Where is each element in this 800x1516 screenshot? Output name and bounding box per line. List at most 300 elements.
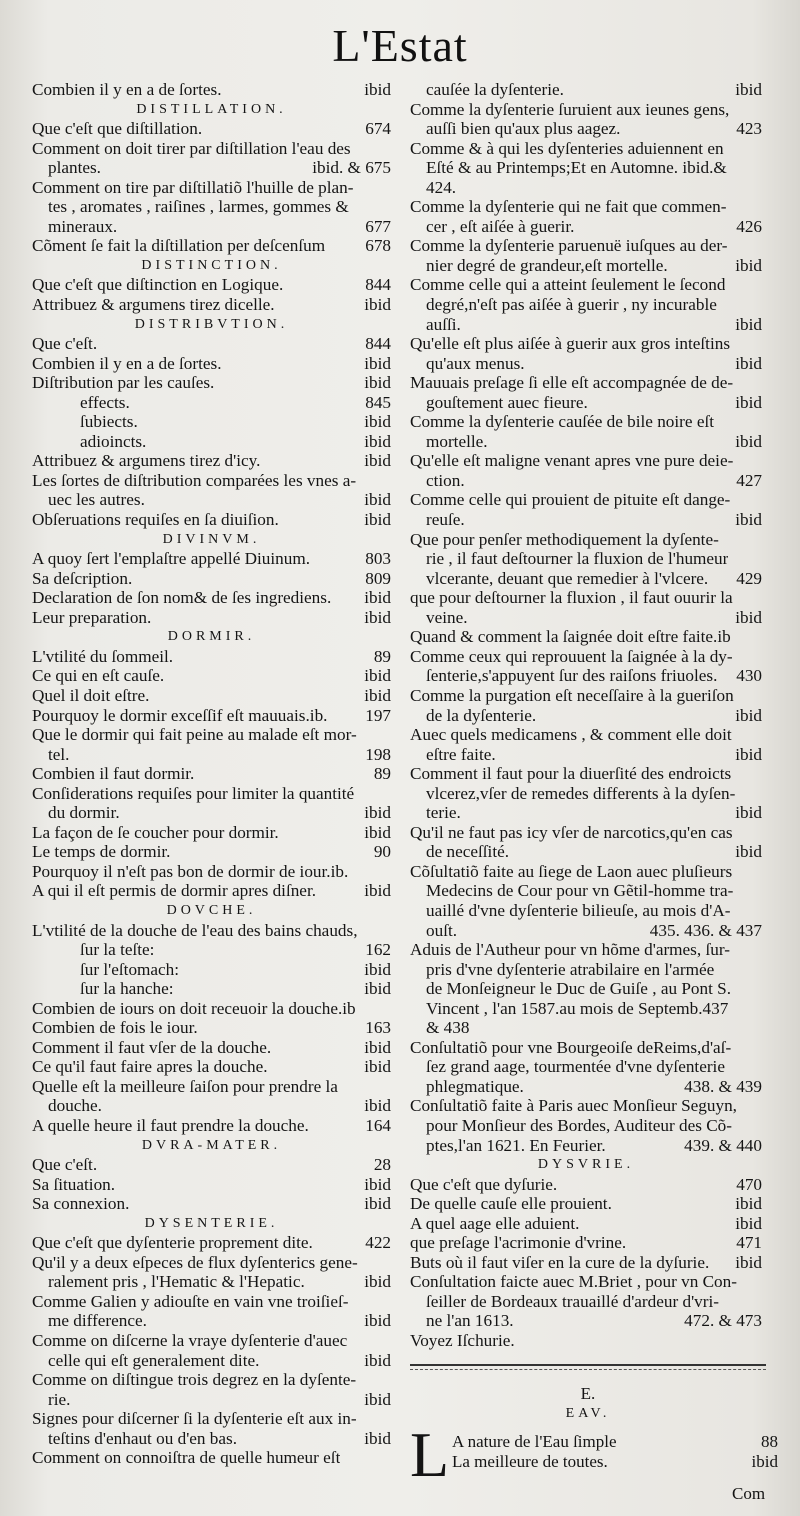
entry-page-ref: ibid bbox=[735, 431, 762, 451]
index-entry bbox=[410, 315, 762, 335]
entry-page-ref: ibid bbox=[364, 1311, 391, 1331]
index-entry bbox=[410, 217, 762, 237]
entry-page-ref: ibid bbox=[364, 80, 391, 99]
entry-page-ref: ibid bbox=[364, 685, 391, 705]
entry-text: Que c'eſt que diſtillation. bbox=[32, 119, 203, 139]
index-entry bbox=[410, 823, 762, 843]
index-entry bbox=[410, 979, 762, 999]
index-entry bbox=[32, 647, 391, 667]
entry-text: ſenterie,s'appuyent ſur des raiſons friuoles. bbox=[426, 666, 718, 686]
entry-text: Combien de iours on doit receuoir la douche.ib bbox=[32, 998, 356, 1018]
index-entry bbox=[410, 432, 762, 452]
entry-text: Vincent , l'an 1587.au mois de Septemb.437 bbox=[426, 998, 729, 1018]
index-entry bbox=[32, 921, 391, 941]
section-heading: EAV. bbox=[565, 1406, 611, 1421]
entry-text: Pourquoy le dormir exceſſif eſt mauuais.ib. bbox=[32, 705, 328, 725]
entry-text: Comme la dyſenterie qui ne fait que commen- bbox=[410, 197, 727, 217]
entry-text: celle qui eſt generalement dite. bbox=[48, 1350, 260, 1370]
index-entry bbox=[410, 1057, 762, 1077]
entry-text: Ce qu'il faut faire apres la douche. bbox=[32, 1057, 268, 1077]
catchword: Com bbox=[732, 1484, 766, 1503]
index-entry bbox=[410, 725, 762, 745]
entry-page-ref: 844 bbox=[365, 275, 391, 295]
entry-text: de Monſeigneur le Duc de Guiſe , au Pont S. bbox=[426, 979, 732, 999]
entry-text: L'vtilité du ſommeil. bbox=[32, 646, 174, 666]
entry-page-ref: 198 bbox=[365, 744, 391, 764]
index-entry bbox=[410, 471, 762, 491]
entry-text: Medecins de Cour pour vn Gẽtil-homme tra- bbox=[426, 881, 734, 901]
index-entry bbox=[32, 334, 391, 354]
section-e bbox=[410, 1384, 766, 1424]
index-entry bbox=[410, 139, 762, 159]
index-entry bbox=[410, 1018, 762, 1038]
entry-text: ſez grand aage, tourmentée d'vne dyſenterie bbox=[426, 1057, 725, 1077]
index-entry bbox=[32, 1194, 391, 1214]
entry-page-ref: ibid bbox=[364, 979, 391, 999]
entry-page-ref: ibid bbox=[364, 607, 391, 627]
entry-page-ref: ibid bbox=[364, 1174, 391, 1194]
entry-page-ref: ibid bbox=[364, 510, 391, 530]
index-entry bbox=[32, 197, 391, 217]
index-entry bbox=[32, 569, 391, 589]
index-entry bbox=[410, 510, 762, 530]
entry-text: Quelle eſt la meilleure ſaiſon pour prendre la bbox=[32, 1076, 338, 1096]
index-entry bbox=[410, 393, 762, 413]
entry-text: Conſiderations requiſes pour limiter la quantité bbox=[32, 783, 355, 803]
entry-text: Qu'il ne faut pas icy vſer de narcotics,qu'en cas bbox=[410, 822, 733, 842]
index-entry bbox=[410, 608, 762, 628]
index-entry bbox=[410, 921, 762, 941]
entry-text: pris d'vne dyſenterie atrabilaire en l'armée bbox=[426, 959, 715, 979]
text-line bbox=[452, 1432, 778, 1452]
index-entry bbox=[32, 1116, 391, 1136]
index-entry bbox=[32, 1233, 391, 1253]
entry-text: Quand & comment la ſaignée doit eſtre faite.ib bbox=[410, 627, 731, 647]
entry-text: Conſultatiõ pour vne Bourgeoiſe deReims,d'aſ- bbox=[410, 1037, 732, 1057]
entry-text: Que c'eſt. bbox=[32, 334, 98, 354]
index-entry bbox=[32, 666, 391, 686]
entry-text: Qu'elle eſt maligne venant apres vne pure deie- bbox=[410, 451, 734, 471]
section-rule-dashed bbox=[410, 1369, 766, 1370]
section-rule bbox=[410, 1364, 766, 1366]
index-entry bbox=[410, 647, 762, 667]
entry-text: tel. bbox=[48, 744, 70, 764]
index-entry bbox=[32, 1351, 391, 1371]
entry-text: Leur preparation. bbox=[32, 607, 152, 627]
index-entry bbox=[410, 1175, 762, 1195]
entry-text: Que c'eſt que diſtinction en Logique. bbox=[32, 275, 284, 295]
index-entry bbox=[410, 686, 762, 706]
index-entry bbox=[32, 295, 391, 315]
entry-text: que preſage l'acrimonie d'vrine. bbox=[410, 1233, 627, 1253]
index-entry bbox=[32, 549, 391, 569]
index-entry bbox=[32, 1272, 391, 1292]
entry-text: L'vtilité de la douche de l'eau des bains chauds, bbox=[32, 920, 358, 940]
index-entry bbox=[32, 471, 391, 491]
index-entry bbox=[32, 1390, 391, 1410]
index-column-right bbox=[410, 80, 762, 1351]
entry-page-ref: 438. & 439 bbox=[684, 1076, 762, 1096]
text-line-ref: 88 bbox=[761, 1432, 778, 1451]
index-column-left bbox=[32, 80, 391, 1468]
index-heading bbox=[32, 256, 391, 276]
entry-text: Combien il y en a de ſortes. bbox=[32, 353, 222, 373]
index-entry bbox=[32, 119, 391, 139]
index-heading bbox=[32, 315, 391, 335]
entry-page-ref: 430 bbox=[736, 666, 762, 686]
entry-page-ref: 809 bbox=[365, 568, 391, 588]
entry-text: uaillé d'vne dyſenterie bilieuſe, au mois d'A- bbox=[426, 900, 731, 920]
entry-page-ref: 197 bbox=[365, 705, 391, 725]
running-header: L'Estat bbox=[332, 20, 468, 71]
index-entry bbox=[32, 823, 391, 843]
entry-page-ref: 803 bbox=[365, 549, 391, 569]
index-entry bbox=[410, 1233, 762, 1253]
drop-cap: L bbox=[410, 1419, 450, 1490]
entry-page-ref: ibid bbox=[364, 1037, 391, 1057]
entry-text: degré,n'eſt pas aiſée à guerir , ny incurable bbox=[426, 295, 717, 315]
index-entry bbox=[410, 842, 762, 862]
entry-text: Que pour penſer methodiquement la dyſente- bbox=[410, 529, 719, 549]
entry-text: Sa ſituation. bbox=[32, 1174, 116, 1194]
entry-page-ref: ibid bbox=[735, 510, 762, 530]
entry-page-ref: ibid bbox=[364, 1428, 391, 1448]
index-entry bbox=[32, 1448, 391, 1468]
entry-text: me difference. bbox=[48, 1311, 147, 1331]
entry-text: DVRA-MATER. bbox=[141, 1137, 282, 1153]
entry-page-ref: ibid bbox=[364, 295, 391, 315]
index-entry bbox=[32, 803, 391, 823]
entry-text: Declaration de ſon nom& de ſes ingrediens. bbox=[32, 588, 332, 608]
entry-text: A quoy ſert l'emplaſtre appellé Diuinum. bbox=[32, 549, 311, 569]
text-line-ref: ibid bbox=[751, 1452, 778, 1471]
index-entry bbox=[410, 451, 762, 471]
index-entry bbox=[32, 275, 391, 295]
entry-text: Pourquoy il n'eſt pas bon de dormir de iour.ib. bbox=[32, 861, 349, 881]
section-letter: E. bbox=[580, 1384, 596, 1403]
entry-text: DISTILLATION. bbox=[136, 101, 287, 117]
entry-text: Comme on diſtingue trois degrez en la dyſente- bbox=[32, 1370, 357, 1390]
index-entry bbox=[32, 979, 391, 999]
index-entry bbox=[410, 1253, 762, 1273]
index-entry bbox=[32, 373, 391, 393]
entry-text: ptes,l'an 1621. En Feurier. bbox=[426, 1135, 606, 1155]
entry-page-ref: 28 bbox=[373, 1155, 391, 1175]
entry-page-ref: ibid bbox=[735, 705, 762, 725]
entry-text: Sa connexion. bbox=[32, 1194, 130, 1214]
index-entry bbox=[32, 393, 391, 413]
entry-text: Comment on doit tirer par diſtillation l'eau des bbox=[32, 138, 351, 158]
entry-page-ref: ibid bbox=[364, 353, 391, 373]
index-entry bbox=[410, 960, 762, 980]
entry-page-ref: 472. & 473 bbox=[684, 1311, 762, 1331]
index-entry bbox=[32, 764, 391, 784]
index-entry bbox=[32, 842, 391, 862]
index-entry bbox=[32, 451, 391, 471]
index-entry bbox=[410, 236, 762, 256]
entry-page-ref: ibid bbox=[735, 314, 762, 334]
entry-page-ref: ibid bbox=[735, 80, 762, 99]
index-entry bbox=[32, 1331, 391, 1351]
index-heading bbox=[32, 100, 391, 120]
entry-page-ref: ibid bbox=[364, 412, 391, 432]
index-heading bbox=[410, 1155, 762, 1175]
entry-page-ref: ibid. & 675 bbox=[312, 158, 391, 178]
index-entry bbox=[410, 197, 762, 217]
entry-text: douche. bbox=[48, 1096, 102, 1116]
entry-text: DISTRIBVTION. bbox=[134, 316, 289, 332]
entry-page-ref: ibid bbox=[364, 881, 391, 901]
entry-page-ref: 471 bbox=[736, 1233, 762, 1253]
entry-page-ref: 470 bbox=[736, 1174, 762, 1194]
index-entry bbox=[410, 549, 762, 569]
entry-page-ref: ibid bbox=[735, 1252, 762, 1272]
entry-text: plantes. bbox=[48, 158, 101, 178]
index-entry bbox=[32, 1175, 391, 1195]
entry-text: Aduis de l'Autheur pour vn hõme d'armes, ſur- bbox=[410, 940, 730, 960]
entry-text: Qu'il y a deux eſpeces de flux dyſenterics gene- bbox=[32, 1252, 358, 1272]
entry-text: Comment il faut vſer de la douche. bbox=[32, 1037, 272, 1057]
index-heading bbox=[32, 1136, 391, 1156]
entry-text: veine. bbox=[426, 607, 468, 627]
index-entry bbox=[32, 1429, 391, 1449]
index-entry bbox=[410, 1038, 762, 1058]
index-entry bbox=[410, 178, 762, 198]
entry-page-ref: ibid bbox=[364, 803, 391, 823]
index-entry bbox=[32, 745, 391, 765]
index-entry bbox=[410, 80, 762, 100]
index-entry bbox=[32, 139, 391, 159]
entry-text: Attribuez & argumens tirez dicelle. bbox=[32, 295, 275, 315]
entry-text: Qu'elle eſt plus aiſée à guerir aux gros inteſtins bbox=[410, 334, 731, 354]
index-entry bbox=[410, 1077, 762, 1097]
entry-text: vlcerante, deuant que remedier à l'vlcere. bbox=[426, 568, 709, 588]
entry-text: Les ſortes de diſtribution comparées les vnes a- bbox=[32, 470, 357, 490]
entry-text: ſur l'eſtomach: bbox=[80, 959, 180, 979]
entry-page-ref: 674 bbox=[365, 119, 391, 139]
entry-text: Attribuez & argumens tirez d'icy. bbox=[32, 451, 261, 471]
entry-text: cauſée la dyſenterie. bbox=[426, 80, 564, 99]
entry-text: Diſtribution par les cauſes. bbox=[32, 373, 215, 393]
index-entry bbox=[32, 412, 391, 432]
entry-text: Comme Galien y adiouſte en vain vne troiſieſ- bbox=[32, 1291, 349, 1311]
entry-text: adioincts. bbox=[80, 431, 147, 451]
index-entry bbox=[410, 1311, 762, 1331]
index-entry bbox=[410, 1292, 762, 1312]
entry-text: DIVINVM. bbox=[162, 531, 261, 547]
entry-text: Quel il doit eſtre. bbox=[32, 685, 150, 705]
entry-text: Comme la dyſenterie ſuruient aux ieunes gens, bbox=[410, 99, 730, 119]
entry-text: Comme & à qui les dyſenteries aduiennent en bbox=[410, 138, 724, 158]
index-entry bbox=[410, 354, 762, 374]
entry-text: A quelle heure il faut prendre la douche. bbox=[32, 1115, 309, 1135]
index-entry bbox=[410, 119, 762, 139]
entry-text: Eſté & au Printemps;Et en Automne. ibid.& bbox=[426, 158, 727, 178]
entry-page-ref: 426 bbox=[736, 216, 762, 236]
entry-page-ref: 422 bbox=[365, 1233, 391, 1253]
entry-page-ref: 423 bbox=[736, 119, 762, 139]
entry-text: ouſt. bbox=[426, 920, 458, 940]
index-entry bbox=[32, 1096, 391, 1116]
index-entry bbox=[410, 627, 762, 647]
entry-text: auſſi. bbox=[426, 314, 461, 334]
index-entry bbox=[410, 784, 762, 804]
entry-text: vlcerez,vſer de remedes differents à la dyſen- bbox=[426, 783, 736, 803]
index-entry bbox=[32, 940, 391, 960]
index-entry bbox=[410, 334, 762, 354]
index-entry bbox=[410, 999, 762, 1019]
entry-text: Que le dormir qui fait peine au malade eſt mor- bbox=[32, 725, 357, 745]
entry-text: eſtre faite. bbox=[426, 744, 496, 764]
entry-text: mortelle. bbox=[426, 431, 488, 451]
entry-text: De quelle cauſe elle prouient. bbox=[410, 1194, 612, 1214]
entry-text: DYSVRIE. bbox=[537, 1157, 635, 1173]
entry-text: nier degré de grandeur,eſt mortelle. bbox=[426, 255, 668, 275]
index-entry bbox=[32, 960, 391, 980]
entry-text: Comme on diſcerne la vraye dyſenterie d'auec bbox=[32, 1331, 348, 1350]
entry-text: Signes pour diſcerner ſi la dyſenterie eſt aux in- bbox=[32, 1409, 357, 1429]
entry-text: A quel aage elle aduient. bbox=[410, 1213, 580, 1233]
entry-text: Obſeruations requiſes en ſa diuiſion. bbox=[32, 510, 279, 530]
index-heading bbox=[32, 627, 391, 647]
index-entry bbox=[32, 1409, 391, 1429]
index-entry bbox=[32, 1057, 391, 1077]
index-entry bbox=[410, 412, 762, 432]
index-entry bbox=[410, 940, 762, 960]
index-entry bbox=[410, 158, 762, 178]
entry-page-ref: ibid bbox=[364, 431, 391, 451]
index-entry bbox=[32, 432, 391, 452]
entry-text: La façon de ſe coucher pour dormir. bbox=[32, 822, 279, 842]
index-entry bbox=[410, 295, 762, 315]
entry-page-ref: ibid bbox=[735, 842, 762, 862]
entry-page-ref: ibid bbox=[364, 1272, 391, 1292]
entry-text: rie , il faut deſtourner la fluxion de l'humeur bbox=[426, 549, 729, 569]
index-entry bbox=[410, 256, 762, 276]
entry-page-ref: 439. & 440 bbox=[684, 1135, 762, 1155]
text-line-body: La meilleure de toutes. bbox=[452, 1452, 608, 1471]
entry-text: du dormir. bbox=[48, 803, 120, 823]
index-entry bbox=[32, 510, 391, 530]
entry-text: ſur la hanche: bbox=[80, 979, 174, 999]
entry-text: A qui il eſt permis de dormir apres diſner. bbox=[32, 881, 317, 901]
index-entry bbox=[410, 569, 762, 589]
entry-text: Comme la dyſenterie paruenuë iuſques au der- bbox=[410, 236, 728, 256]
entry-page-ref: ibid bbox=[735, 1213, 762, 1233]
index-entry bbox=[32, 80, 391, 100]
entry-text: Comment on tire par diſtillatiõ l'huille de plan- bbox=[32, 177, 354, 197]
index-entry bbox=[410, 588, 762, 608]
entry-page-ref: 163 bbox=[365, 1018, 391, 1038]
entry-text: effects. bbox=[80, 392, 130, 412]
entry-text: tes , aromates , raiſines , larmes, gommes & bbox=[48, 197, 349, 217]
index-entry bbox=[32, 1292, 391, 1312]
entry-text: uec les autres. bbox=[48, 490, 145, 510]
entry-page-ref: ibid bbox=[735, 353, 762, 373]
entry-text: que pour deſtourner la fluxion , il faut ouurir la bbox=[410, 588, 733, 608]
entry-text: ralement pris , l'Hematic & l'Hepatic. bbox=[48, 1272, 305, 1292]
entry-text: Buts où il faut viſer en la cure de la dyſurie. bbox=[410, 1252, 710, 1272]
index-entry bbox=[410, 764, 762, 784]
entry-text: Cõſultatiõ faite au ſiege de Laon auec pluſieurs bbox=[410, 861, 733, 881]
index-entry bbox=[410, 1136, 762, 1156]
text-line bbox=[452, 1452, 778, 1472]
entry-text: mineraux. bbox=[48, 216, 118, 236]
entry-page-ref: ibid bbox=[364, 1350, 391, 1370]
index-heading bbox=[32, 530, 391, 550]
index-entry bbox=[32, 588, 391, 608]
index-entry bbox=[410, 745, 762, 765]
index-entry bbox=[410, 275, 762, 295]
index-entry bbox=[32, 1038, 391, 1058]
index-entry bbox=[410, 530, 762, 550]
entry-text: Que c'eſt que dyſenterie proprement dite. bbox=[32, 1233, 313, 1253]
entry-page-ref: 429 bbox=[736, 568, 762, 588]
entry-text: de neceſſité. bbox=[426, 842, 510, 862]
entry-text: Conſultation faicte auec M.Briet , pour vn Con- bbox=[410, 1272, 737, 1292]
index-entry bbox=[32, 354, 391, 374]
index-entry bbox=[32, 686, 391, 706]
index-entry bbox=[32, 608, 391, 628]
entry-page-ref: 164 bbox=[365, 1115, 391, 1135]
entry-page-ref: ibid bbox=[364, 1194, 391, 1214]
entry-text: DYSENTERIE. bbox=[144, 1215, 279, 1231]
entry-text: reuſe. bbox=[426, 510, 465, 530]
index-entry bbox=[410, 1272, 762, 1292]
entry-text: pour Monſieur des Bordes, Auditeur des Cõ- bbox=[426, 1115, 732, 1135]
entry-text: Sa deſcription. bbox=[32, 568, 133, 588]
entry-page-ref: ibid bbox=[364, 1057, 391, 1077]
entry-text: DOVCHE. bbox=[166, 902, 257, 918]
index-entry bbox=[32, 1077, 391, 1097]
index-entry bbox=[32, 881, 391, 901]
entry-text: Combien il faut dormir. bbox=[32, 764, 195, 784]
entry-page-ref: 427 bbox=[736, 470, 762, 490]
entry-page-ref: ibid bbox=[364, 373, 391, 393]
entry-text: ſur la teſte: bbox=[80, 940, 155, 960]
entry-text: Le temps de dormir. bbox=[32, 842, 171, 862]
entry-text: Mauuais preſage ſi elle eſt accompagnée de de- bbox=[410, 373, 734, 393]
entry-page-ref: ibid bbox=[735, 255, 762, 275]
entry-text: Comment il faut pour la diuerſité des endroicts bbox=[410, 764, 732, 784]
index-entry bbox=[32, 725, 391, 745]
entry-text: Combien de fois le iour. bbox=[32, 1018, 198, 1038]
entry-page-ref: 162 bbox=[365, 940, 391, 960]
index-entry bbox=[410, 666, 762, 686]
index-entry bbox=[32, 862, 391, 882]
entry-text: Voyez Iſchurie. bbox=[410, 1331, 515, 1350]
entry-page-ref: 844 bbox=[365, 334, 391, 354]
entry-page-ref: 678 bbox=[365, 236, 391, 256]
entry-text: DISTINCTION. bbox=[141, 257, 282, 273]
index-entry bbox=[410, 881, 762, 901]
index-entry bbox=[410, 1096, 762, 1116]
index-entry bbox=[410, 100, 762, 120]
entry-text: Que c'eſt. bbox=[32, 1155, 98, 1175]
entry-page-ref: ibid bbox=[735, 607, 762, 627]
entry-page-ref: 89 bbox=[373, 646, 391, 666]
entry-text: & 438 bbox=[426, 1018, 470, 1038]
index-entry bbox=[32, 178, 391, 198]
entry-text: Que c'eſt que dyſurie. bbox=[410, 1174, 558, 1194]
entry-text: Comment on connoiſtra de quelle humeur eſt bbox=[32, 1448, 341, 1468]
index-entry bbox=[32, 490, 391, 510]
index-entry bbox=[32, 1018, 391, 1038]
index-entry bbox=[32, 236, 391, 256]
entry-text: qu'aux menus. bbox=[426, 353, 525, 373]
entry-text: phlegmatique. bbox=[426, 1076, 524, 1096]
entry-text: Conſultatiõ faite à Paris auec Monſieur Seguyn, bbox=[410, 1096, 737, 1116]
